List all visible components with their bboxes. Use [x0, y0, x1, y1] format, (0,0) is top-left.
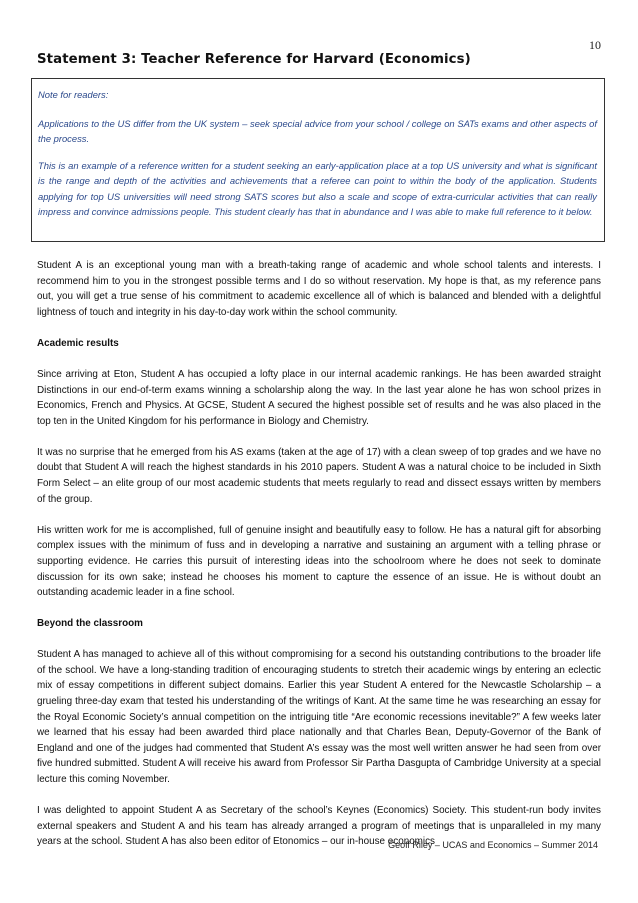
body-paragraph: His written work for me is accomplished, full of genuine insight and beautifully easy to follow. He has a natural gift for absorbing complex issues with the minimum of fuss and in developing a narrative and sustaining an argument with a telling phrase or supporting evidence. He carries this pursuit of interesting ideas into the schoolroom where he does not seek to dominate discussion for its own sake; instead he chooses his moment to capture the essence of an issue. He is without doubt an outstanding academic leader in a fine school. [37, 524, 601, 599]
body-paragraph: It was no surprise that he emerged from his AS exams (taken at the age of 17) with a clean sweep of top grades and we have no doubt that Student A will reach the highest standards in his 2010 papers. Student A was a natural choice to be included in Sixth Form Select – an elite group of our most academic students that meets regularly to read and dissect essays written by members of the group. [37, 446, 601, 505]
body-paragraph: Since arriving at Eton, Student A has occupied a lofty place in our internal academic rankings. He has been awarded straight Distinctions in our end-of-term exams winning a scholarship along the way. In the last year alone he has won school prizes in Economics, French and Physics. At GCSE, Student A secured the highest possible set of results and he was also placed in the top ten in the United Kingdom for his performance in Biology and Chemistry. [37, 368, 601, 427]
note-paragraph: Applications to the US differ from the UK system – seek special advice from your school / college on SATs exams and other aspects of the process. [38, 117, 597, 144]
note-paragraph: This is an example of a reference written for a student seeking an early-application place at a top US university and what is significant is the range and depth of the activities and achievements that a referee can point to within the body of the application. Students applying for top US universities will need strong SATS scores but also a scale and scope of extra-curricular activities that can really impress and convince admissions people. This student clearly has that in abundance and I was able to make full reference to it below. [38, 159, 597, 217]
body-paragraph: I was delighted to appoint Student A as Secretary of the school’s Keynes (Economics) Society. This student-run body invites external speakers and Student A and his team has already arranged a program of meetings that is unparalleled in my many years at the school. Student A has also been editor of Etonomics – our in-house economics [37, 805, 601, 848]
page-number: 10 [589, 38, 601, 52]
reference-body [37, 258, 601, 850]
intro-paragraph: Student A is an exceptional young man with a breath-taking range of academic and whole school talents and interests. I recommend him to you in the strongest possible terms and I do so without reservation. My hope is that, as my reference pans out, you will get a true sense of his commitment to academic excellence all of which is balanced and blended with a delightful lightness of touch and integrity in his day-to-day work within the school community. [37, 260, 601, 318]
note-for-readers-box [31, 78, 605, 242]
document-title: Statement 3: Teacher Reference for Harvard (Economics) [37, 52, 471, 67]
section-heading-beyond-the-classroom: Beyond the classroom [37, 618, 143, 630]
body-paragraph: Student A has managed to achieve all of this without compromising for a second his outstanding contributions to the broader life of the school. We have a long-standing tradition of encouraging students to stretch their academic wings by entering an eclectic mix of essay competitions in different subject domains. Earlier this year Student A entered for the Newcastle Scholarship – a grueling three-day exam that tested his understanding of the writings of Kant. At the same time he was researching an essay for the Royal Economic Society’s annual competition on the intriguing title “Are economic recessions inevitable?” A few weeks later we learned that his essay had been awarded third place nationally and that Charles Bean, Deputy-Governor of the Bank of England and one of the judges had commented that Student A’s essay was the most well written answer he had seen from over five hundred submitted. Student A will receive his award from Professor Sir Partha Dasgupta of Cambridge University at a special lecture this coming November. [37, 649, 601, 786]
note-heading: Note for readers: [38, 89, 109, 100]
section-heading-academic-results: Academic results [37, 337, 119, 349]
page-footer: Geoff Riley – UCAS and Economics – Summer 2014 [388, 840, 598, 850]
